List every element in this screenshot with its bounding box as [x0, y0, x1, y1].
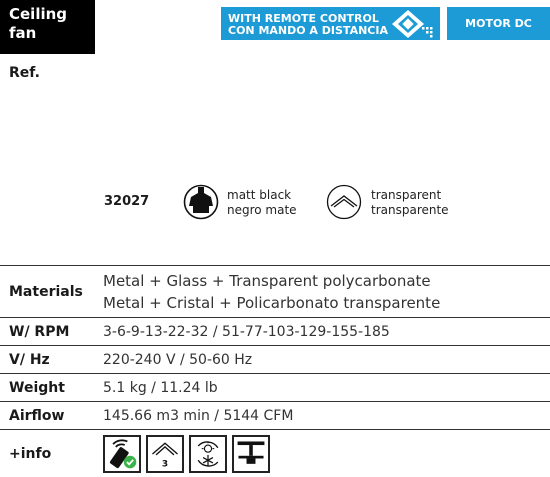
ceiling-mount-icon — [232, 435, 270, 473]
materials-value-en: Metal + Glass + Transparent polycarbonate — [103, 271, 431, 290]
ref-label: Ref. — [9, 65, 40, 81]
specs-row-weight — [0, 374, 550, 402]
blades-count-text: 3 — [161, 459, 169, 470]
finish-transparent-text — [371, 188, 449, 218]
rpm-value: 3-6-9-13-22-32 / 51-77-103-129-155-185 — [97, 318, 550, 346]
hz-label: V/ Hz — [0, 346, 97, 374]
rpm-label: W/ RPM — [0, 318, 97, 346]
title-line-2: fan — [9, 24, 37, 42]
blades-count-icon — [146, 435, 184, 473]
motor-dc-badge: MOTOR DC — [447, 7, 550, 40]
materials-value — [97, 266, 550, 318]
transparent-blade-icon — [326, 184, 362, 220]
fan-body-icon — [183, 184, 219, 220]
summer-winter-icon — [189, 435, 227, 473]
ref-code: 32027 — [104, 194, 150, 209]
finish-black-en: matt black — [227, 188, 292, 202]
remote-control-banner — [221, 7, 440, 40]
remote-line-1: WITH REMOTE CONTROL — [228, 12, 379, 25]
weight-value: 5.1 kg / 11.24 lb — [97, 374, 550, 402]
info-label: +info — [0, 430, 97, 477]
materials-label: Materials — [0, 266, 97, 318]
title-line-1: Ceiling — [9, 5, 68, 23]
finish-transparent-en: transparent — [371, 188, 442, 202]
finish-black-text — [227, 188, 297, 218]
specs-row-info — [0, 430, 550, 477]
specs-row-materials — [0, 266, 550, 318]
finish-black-es: negro mate — [227, 203, 297, 217]
remote-line-2: CON MANDO A DISTANCIA — [228, 24, 388, 37]
remote-signal-icon — [382, 7, 436, 40]
remote-control-icon — [103, 435, 141, 473]
specs-row-hz — [0, 346, 550, 374]
specs-row-airflow — [0, 402, 550, 430]
materials-value-es: Metal + Cristal + Policarbonato transparente — [103, 293, 441, 312]
specs-row-rpm — [0, 318, 550, 346]
specs-table — [0, 265, 550, 477]
product-category-title — [0, 0, 95, 54]
info-icons — [103, 435, 550, 473]
airflow-label: Airflow — [0, 402, 97, 430]
finish-transparent-es: transparente — [371, 203, 449, 217]
airflow-value: 145.66 m3 min / 5144 CFM — [97, 402, 550, 430]
hz-value: 220-240 V / 50-60 Hz — [97, 346, 550, 374]
weight-label: Weight — [0, 374, 97, 402]
info-icons-cell — [97, 430, 550, 477]
